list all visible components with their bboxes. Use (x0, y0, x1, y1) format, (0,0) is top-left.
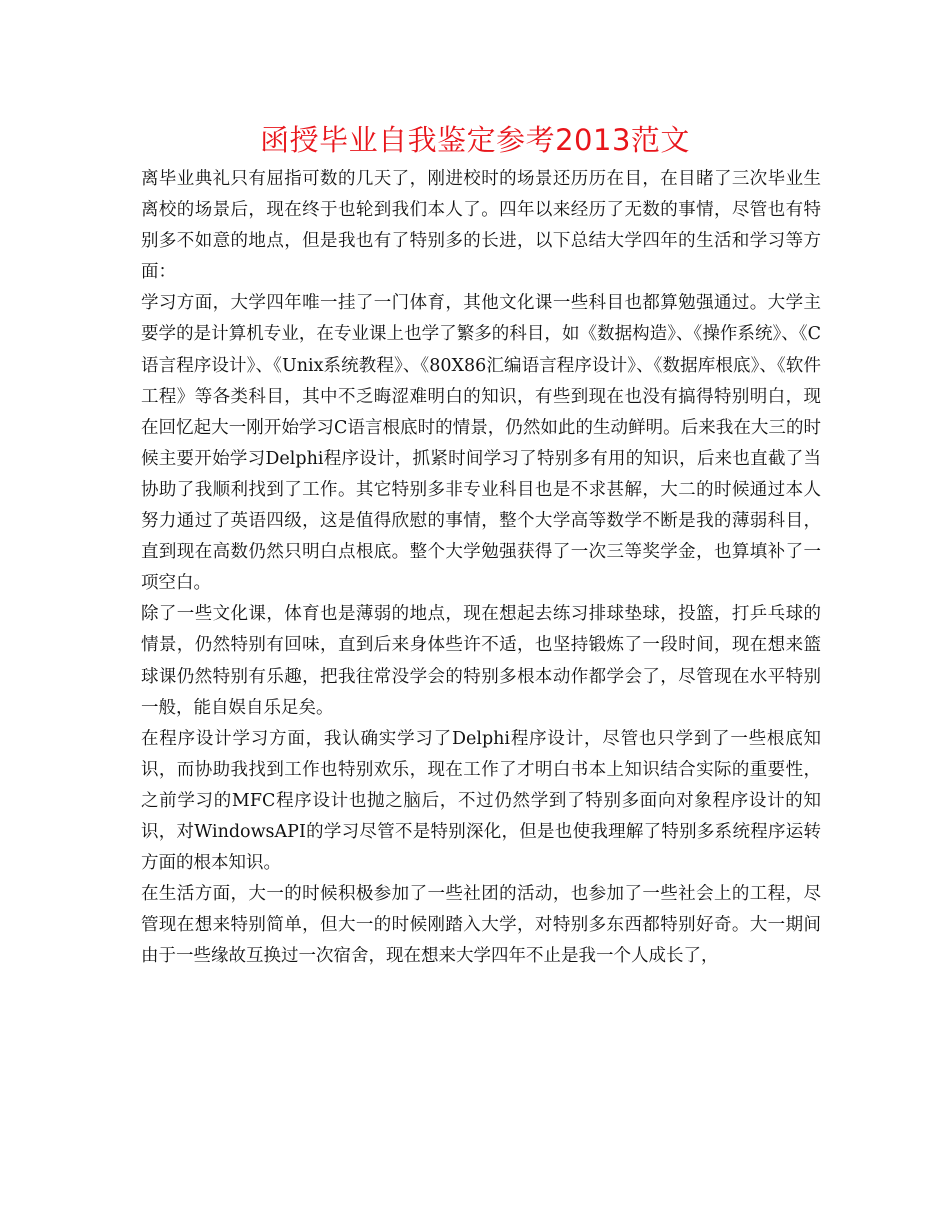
paragraph-study: 学习方面，大学四年唯一挂了一门体育，其他文化课一些科目也都算勉强通过。大学主要学的是计算机专业，在专业课上也学了繁多的科目，如《数据构造》、《操作系统》、《C语言程序设计》、《Unix系统教程》、《80X86汇编语言程序设计》、《数据库根底》、《软件工程》等各类科目，其中不乏晦涩难明白的知识，有些到现在也没有搞得特别明白，现在回忆起大一刚开始学习C语言根底时的情景，仍然如此的生动鲜明。后来我在大三的时候主要开始学习Delphi程序设计，抓紧时间学习了特别多有用的知识，后来也直截了当协助了我顺利找到了工作。其它特别多非专业科目也是不求甚解，大二的时候通过本人努力通过了英语四级，这是值得欣慰的事情，整个大学高等数学不断是我的薄弱科目，直到现在高数仍然只明白点根底。整个大学勉强获得了一次三等奖学金，也算填补了一项空白。 (141, 293, 821, 594)
paragraph-sports: 除了一些文化课，体育也是薄弱的地点，现在想起去练习排球垫球，投篮，打乒乓球的情景，仍然特别有回味，直到后来身体些许不适，也坚持锻炼了一段时间，现在想来篮球课仍然特别有乐趣，把我往常没学会的特别多根本动作都学会了，尽管现在水平特别一般，能自娱自乐足矣。 (141, 604, 821, 718)
document-title: 函授毕业自我鉴定参考2013范文 (260, 123, 690, 157)
document-body (141, 164, 821, 972)
paragraph-life: 在生活方面，大一的时候积极参加了一些社团的活动，也参加了一些社会上的工程，尽管现在想来特别简单，但大一的时候刚踏入大学，对特别多东西都特别好奇。大一期间由于一些缘故互换过一次宿舍，现在想来大学四年不止是我一个人成长了， (141, 884, 821, 967)
paragraph-intro: 离毕业典礼只有屈指可数的几天了，刚进校时的场景还历历在目，在目睹了三次毕业生离校的场景后，现在终于也轮到我们本人了。四年以来经历了无数的事情，尽管也有特别多不如意的地点，但是我也有了特别多的长进，以下总结大学四年的生活和学习等方面： (141, 169, 821, 283)
paragraph-programming: 在程序设计学习方面，我认确实学习了Delphi程序设计，尽管也只学到了一些根底知识，而协助我找到工作也特别欢乐，现在工作了才明白书本上知识结合实际的重要性，之前学习的MFC程序设计也抛之脑后，不过仍然学到了特别多面向对象程序设计的知识，对WindowsAPI的学习尽管不是特别深化，但是也使我理解了特别多系统程序运转方面的根本知识。 (141, 728, 821, 874)
